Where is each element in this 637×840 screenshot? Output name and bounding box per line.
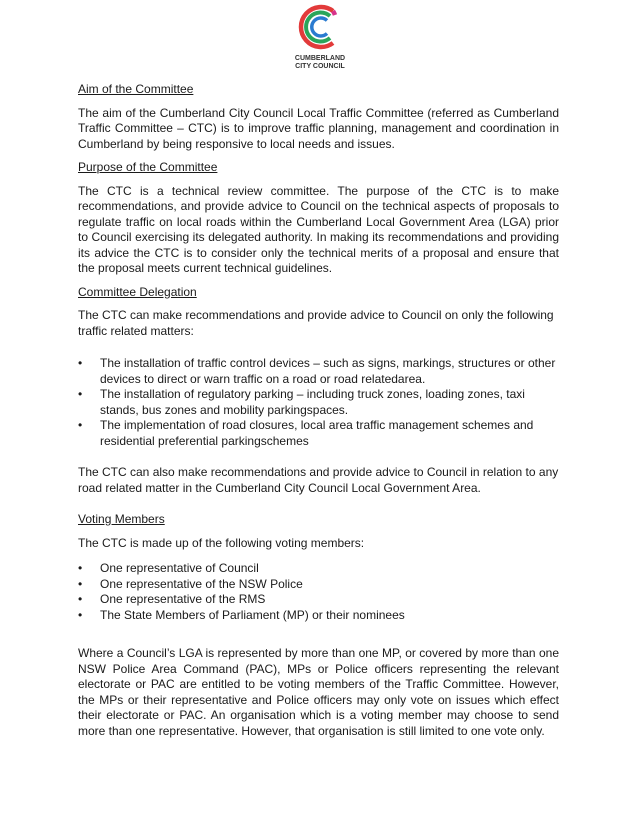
logo-text-line2: CITY COUNCIL <box>295 63 345 70</box>
list-item <box>78 561 559 577</box>
council-logo <box>0 0 637 80</box>
list-item-text: The implementation of road closures, local area traffic management schemes and residential preferential parkingschemes <box>100 418 534 448</box>
delegation-heading: Committee Delegation <box>78 284 197 299</box>
list-item-text: The installation of regulatory parking – including truck zones, loading zones, taxi stands, bus zones and mobility parkingspaces. <box>100 387 525 417</box>
list-item-text: One representative of Council <box>100 561 259 575</box>
bullet-icon: • <box>78 356 83 370</box>
document-body <box>78 82 559 747</box>
list-item <box>78 387 559 418</box>
voting-intro: The CTC is made up of the following voting members: <box>78 535 365 550</box>
bullet-icon: • <box>78 592 83 606</box>
delegation-list <box>78 356 559 449</box>
list-item <box>78 577 559 593</box>
voting-list <box>78 561 559 623</box>
purpose-heading: Purpose of the Committee <box>78 160 218 174</box>
bullet-icon: • <box>78 561 83 575</box>
purpose-paragraph: The CTC is a technical review committee. The purpose of the CTC is to make recommendations, and provide advice to Council on the technical aspects of proposals to regulate traffic on local roads within the Cumberland Local Government Area (LGA) prior to Council exercising its delegated authority. In making its recommendations and providing its advice the CTC is to consider only the technical merits of a proposal and ensure that the proposal meets current technical guidelines. <box>78 183 559 275</box>
voting-closing: Where a Council’s LGA is represented by more than one MP, or covered by more than one NSW Police Area Command (PAC), MPs or Police officers representing the relevant electorate or PAC are entitled to be voting members of the Traffic Committee. However, the MPs or their representative and Police officers may only vote on issues which effect their electorate or PAC. An organisation which is a voting member may choose to send more than one representative. However, that organisation is still limited to one vote only. <box>78 646 559 738</box>
bullet-icon: • <box>78 418 83 432</box>
aim-paragraph: The aim of the Cumberland City Council Local Traffic Committee (referred as Cumberland Traffic Committee – CTC) is to improve traffic planning, management and coordination in Cumberland by being responsive to local needs and issues. <box>78 105 559 151</box>
list-item-text: One representative of the NSW Police <box>100 576 303 591</box>
voting-heading: Voting Members <box>78 512 165 526</box>
aim-heading: Aim of the Committee <box>78 82 194 96</box>
logo-text-line1: CUMBERLAND <box>294 55 346 62</box>
list-item <box>78 356 559 387</box>
bullet-icon: • <box>78 576 83 591</box>
list-item-text: The State Members of Parliament (MP) or their nominees <box>100 607 405 622</box>
list-item-text: One representative of the RMS <box>100 592 266 606</box>
delegation-intro: The CTC can make recommendations and provide advice to Council on only the following traffic related matters: <box>78 308 554 338</box>
delegation-closing: The CTC can also make recommendations and provide advice to Council in relation to any road related matter in the Cumberland City Council Local Government Area. <box>78 465 559 495</box>
bullet-icon: • <box>78 607 83 622</box>
list-item-text: The installation of traffic control devices – such as signs, markings, structures or other devices to direct or warn traffic on a road or road relatedarea. <box>100 356 556 386</box>
bullet-icon: • <box>78 387 83 401</box>
list-item <box>78 418 559 449</box>
list-item <box>78 608 559 624</box>
cumberland-c-logo-icon <box>295 1 343 53</box>
list-item <box>78 592 559 608</box>
